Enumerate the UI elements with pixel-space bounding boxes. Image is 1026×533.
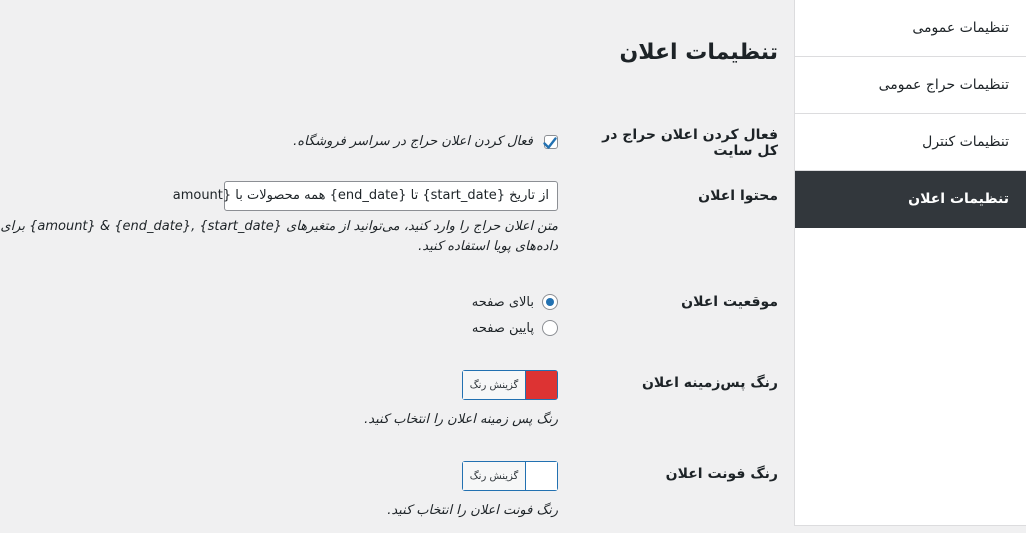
position-top-radio[interactable] bbox=[542, 294, 558, 310]
font-color-picker-label[interactable]: گزینش رنگ bbox=[463, 462, 525, 490]
notice-bg-color-field bbox=[462, 370, 558, 400]
notice-content-field bbox=[172, 181, 558, 211]
tab-control-settings[interactable] bbox=[795, 114, 1026, 171]
tab-general-settings[interactable] bbox=[795, 0, 1026, 57]
notice-content-input[interactable]: از تاریخ {start_date} تا {end_date} همه محصولات با {amount bbox=[224, 181, 558, 211]
description-line: متن اعلان حراج را وارد کنید، می‌توانید از متغیرهای {start_date} ,{end_date} & {amount} برای bbox=[0, 219, 558, 234]
checkmark-icon bbox=[540, 133, 560, 153]
bg-color-swatch[interactable] bbox=[525, 371, 557, 399]
tab-general-sale-settings[interactable] bbox=[795, 57, 1026, 114]
tab-label: تنظیمات عمومی bbox=[912, 20, 1009, 36]
enable-notice-field bbox=[293, 131, 558, 150]
position-option-top[interactable] bbox=[472, 289, 558, 315]
font-color-picker-button[interactable] bbox=[462, 461, 558, 491]
bg-color-description: رنگ پس زمینه اعلان را انتخاب کنید. bbox=[364, 412, 558, 427]
notice-position-label: موقعیت اعلان bbox=[681, 294, 778, 310]
font-color-swatch[interactable] bbox=[525, 462, 557, 490]
position-bottom-label[interactable]: پایین صفحه bbox=[471, 320, 534, 336]
bg-color-picker-label[interactable]: گزینش رنگ bbox=[463, 371, 525, 399]
position-top-label[interactable]: بالای صفحه bbox=[471, 294, 534, 310]
tab-label: تنظیمات کنترل bbox=[922, 134, 1009, 150]
tab-label: تنظیمات اعلان bbox=[908, 191, 1009, 207]
position-bottom-radio[interactable] bbox=[542, 320, 558, 336]
notice-content-description bbox=[0, 217, 558, 257]
tab-label: تنظیمات حراج عمومی bbox=[878, 77, 1009, 93]
font-color-description: رنگ فونت اعلان را انتخاب کنید. bbox=[387, 503, 558, 518]
tab-notice-settings[interactable] bbox=[795, 171, 1026, 228]
enable-notice-checkbox[interactable] bbox=[544, 135, 558, 149]
settings-tabs bbox=[794, 0, 1026, 526]
notice-font-color-field bbox=[462, 461, 558, 491]
page-title: تنظیمات اعلان bbox=[619, 40, 778, 65]
bg-color-picker-button[interactable] bbox=[462, 370, 558, 400]
description-line: داده‌های پویا استفاده کنید. bbox=[418, 239, 558, 254]
position-option-bottom[interactable] bbox=[472, 315, 558, 341]
enable-notice-label: فعال کردن اعلان حراج در کل سایت bbox=[602, 127, 778, 159]
notice-bg-color-label: رنگ پس‌زمینه اعلان bbox=[641, 375, 778, 391]
notice-font-color-label: رنگ فونت اعلان bbox=[665, 466, 778, 482]
notice-content-label: محتوا اعلان bbox=[698, 188, 778, 204]
notice-position-field bbox=[472, 289, 558, 341]
enable-notice-checkbox-label[interactable]: فعال کردن اعلان حراج در سراسر فروشگاه. bbox=[293, 134, 533, 149]
